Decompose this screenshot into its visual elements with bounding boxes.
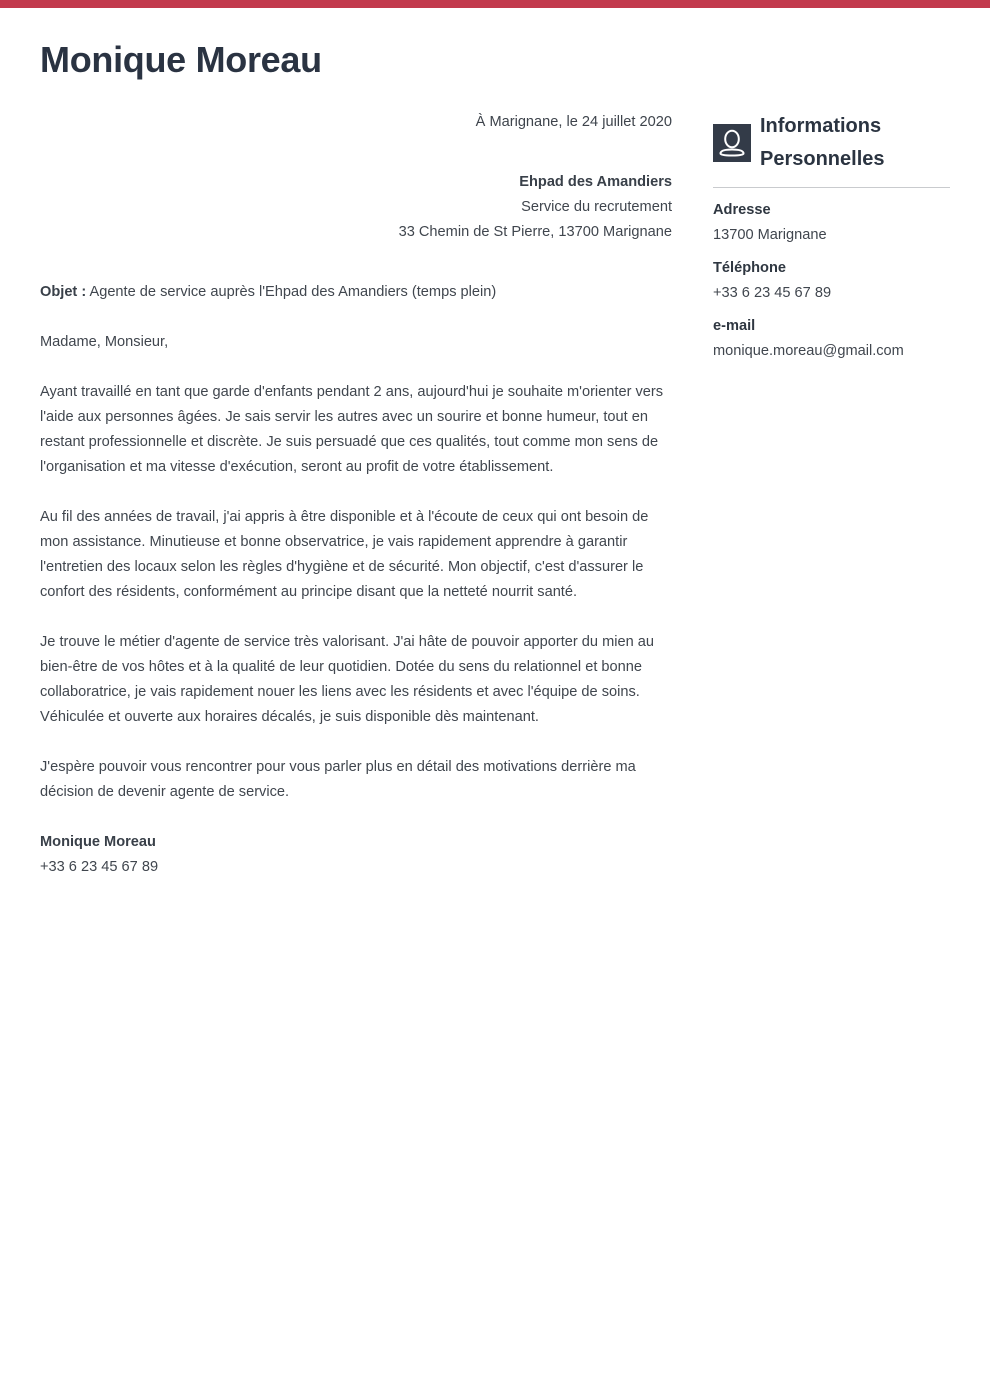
signature-name: Monique Moreau: [40, 834, 156, 850]
letter-date: À Marignane, le 24 juillet 2020: [475, 114, 672, 130]
recipient-block: [40, 170, 672, 245]
paragraph-2: Au fil des années de travail, j'ai appris à être disponible et à l'écoute de ceux qui ont besoin de mon assistance. Minutieuse et bonne observatrice, je vais rapidement apprendre à garantir l'entretien des locaux selon les règles d'hygiène et de sécurité. Mon objectif, c'est d'assurer le confort des résidents, conformément au principe disant que la netteté nourrit santé.: [40, 509, 649, 600]
person-icon: [713, 124, 751, 162]
subject-text: Agente de service auprès l'Ehpad des Amandiers (temps plein): [86, 284, 497, 300]
sidebar-section-address: [713, 198, 950, 248]
top-accent-bar: [0, 0, 990, 8]
recipient-department: Service du recrutement: [521, 199, 672, 215]
salutation: Madame, Monsieur,: [40, 334, 169, 350]
personal-info-sidebar: [713, 110, 950, 372]
address-label: Adresse: [713, 202, 771, 218]
paragraph-1: Ayant travaillé en tant que garde d'enfants pendant 2 ans, aujourd'hui je souhaite m'orienter vers l'aide aux personnes âgées. Je sais servir les autres avec un sourire et bonne humeur, tout en restant professionnelle et discrète. Je suis persuadé que ces qualités, tout comme mon sens de l'organisation et ma vitesse d'exécution, seront au profit de votre établissement.: [40, 384, 664, 475]
signature-phone: +33 6 23 45 67 89: [40, 859, 159, 875]
phone-label: Téléphone: [713, 260, 786, 276]
sidebar-header: [713, 110, 950, 176]
letter-body: [40, 110, 672, 880]
subject-label: Objet :: [40, 284, 87, 300]
paragraph-4: J'espère pouvoir vous rencontrer pour vous parler plus en détail des motivations derrière ma décision de devenir agente de service.: [40, 759, 636, 800]
address-value: 13700 Marignane: [713, 227, 827, 243]
phone-value: +33 6 23 45 67 89: [713, 285, 832, 301]
subject-line: [40, 280, 672, 305]
sidebar-divider: [713, 187, 950, 188]
sidebar-title: Informations Personnelles: [760, 115, 885, 170]
content-row: [0, 110, 990, 880]
recipient-name: Ehpad des Amandiers: [519, 174, 672, 190]
signature-block: [40, 830, 672, 880]
sidebar-section-email: [713, 314, 950, 364]
email-value: monique.moreau@gmail.com: [713, 343, 904, 359]
paragraph-3: Je trouve le métier d'agente de service très valorisant. J'ai hâte de pouvoir apporter du mien au bien-être de vos hôtes et à la qualité de leur quotidien. Dotée du sens du relationnel et bonne collaboratrice, je vais rapidement nouer les liens avec les résidents et avec l'équipe de soins. Véhiculée et ouverte aux horaires décalés, je suis disponible dès maintenant.: [40, 634, 654, 725]
sidebar-section-phone: [713, 256, 950, 306]
email-label: e-mail: [713, 318, 756, 334]
page-title: Monique Moreau: [40, 39, 322, 80]
recipient-address: 33 Chemin de St Pierre, 13700 Marignane: [398, 224, 672, 240]
